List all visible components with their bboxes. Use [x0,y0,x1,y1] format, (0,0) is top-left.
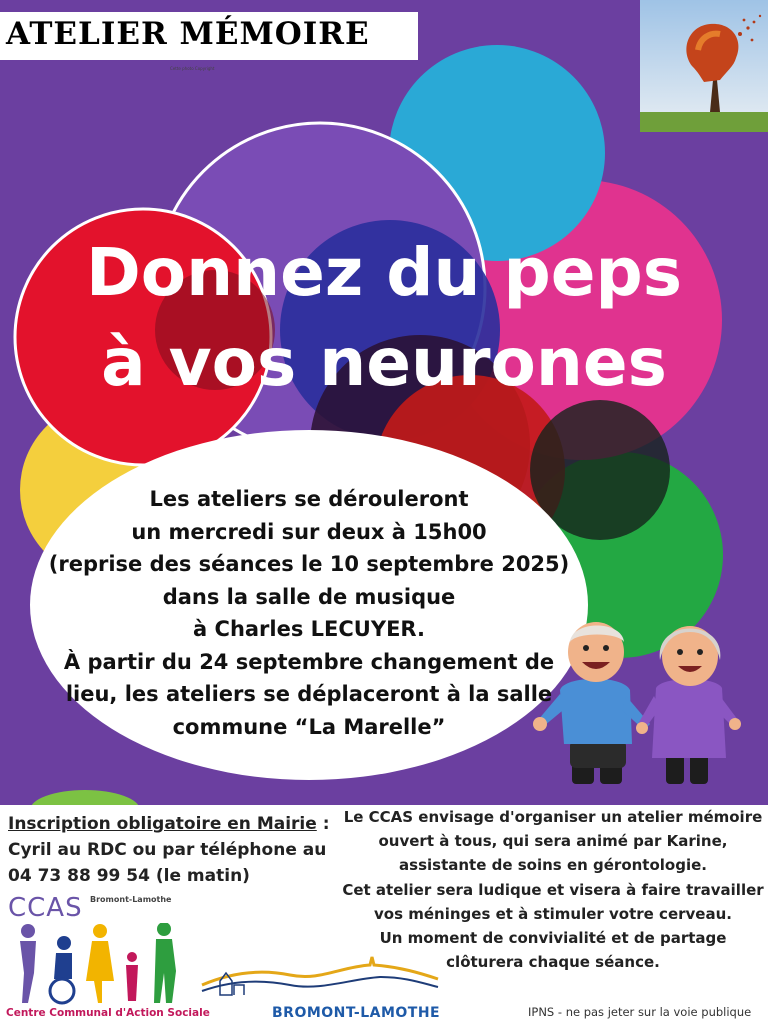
ccas-logo [4,893,210,1023]
poster-bottom-section [0,805,768,1024]
ccas-description-line: clôturera chaque séance. [446,953,660,972]
info-line: Les ateliers se dérouleront [149,487,469,511]
ccas-description [338,805,768,974]
headline-line-2: à vos neurones [101,324,667,401]
info-line: lieu, les ateliers se déplaceront à la salle [65,682,553,706]
info-line: à Charles LECUYER. [193,617,425,641]
headline [0,228,768,408]
info-line: dans la salle de musique [162,584,456,609]
inscription-heading: Inscription obligatoire en Mairie [8,814,317,834]
info-line: un mercredi sur deux à 15h00 [131,519,487,544]
inscription-block [8,811,338,889]
senior-man [533,622,650,784]
ccas-town-name: Bromont-Lamothe [90,895,172,904]
ccas-description-line: Un moment de convivialité et de partage [379,929,727,948]
poster-title: ATELIER MÉMOIRE [6,16,370,52]
ccas-description-line: ouvert à tous, qui sera animé par Karine, [378,832,728,851]
info-line: (reprise des séances le 10 septembre 2025) [48,552,570,576]
ipns-notice: IPNS - ne pas jeter sur la voie publique [528,1005,752,1019]
title-box [0,12,418,60]
info-line: commune “La Marelle” [172,714,446,739]
ccas-full-name: Centre Communal d'Action Sociale [6,1007,210,1019]
senior-woman [636,626,741,784]
ccas-description-line: Cet atelier sera ludique et visera à faire travailler [342,880,764,899]
inscription-heading-colon: : [316,814,330,834]
info-line: À partir du 24 septembre changement de [63,649,555,674]
ccas-description-line: Le CCAS envisage d'organiser un atelier mémoire [343,808,763,826]
photo-credit: Cette photo Copyright [170,66,215,71]
tree-head-photo [640,0,768,132]
inscription-phone: 04 73 88 99 54 (le matin) [8,866,250,886]
inscription-contact: Cyril au RDC ou par téléphone au [8,840,327,860]
ccas-description-line: assistante de soins en gérontologie. [399,856,707,875]
headline-line-1: Donnez du peps [86,234,682,311]
ccas-people-icon [14,923,194,1007]
ccas-description-line: vos méninges et à stimuler votre cerveau. [374,904,732,923]
ccas-acronym: CCAS [8,893,83,923]
bromont-lamothe-skyline-icon [200,955,440,1005]
bromont-lamothe-logo [200,955,440,1024]
senior-couple-illustration [530,612,750,792]
info-text [36,483,582,743]
bromont-lamothe-name: BROMONT-LAMOTHE [272,1005,441,1021]
